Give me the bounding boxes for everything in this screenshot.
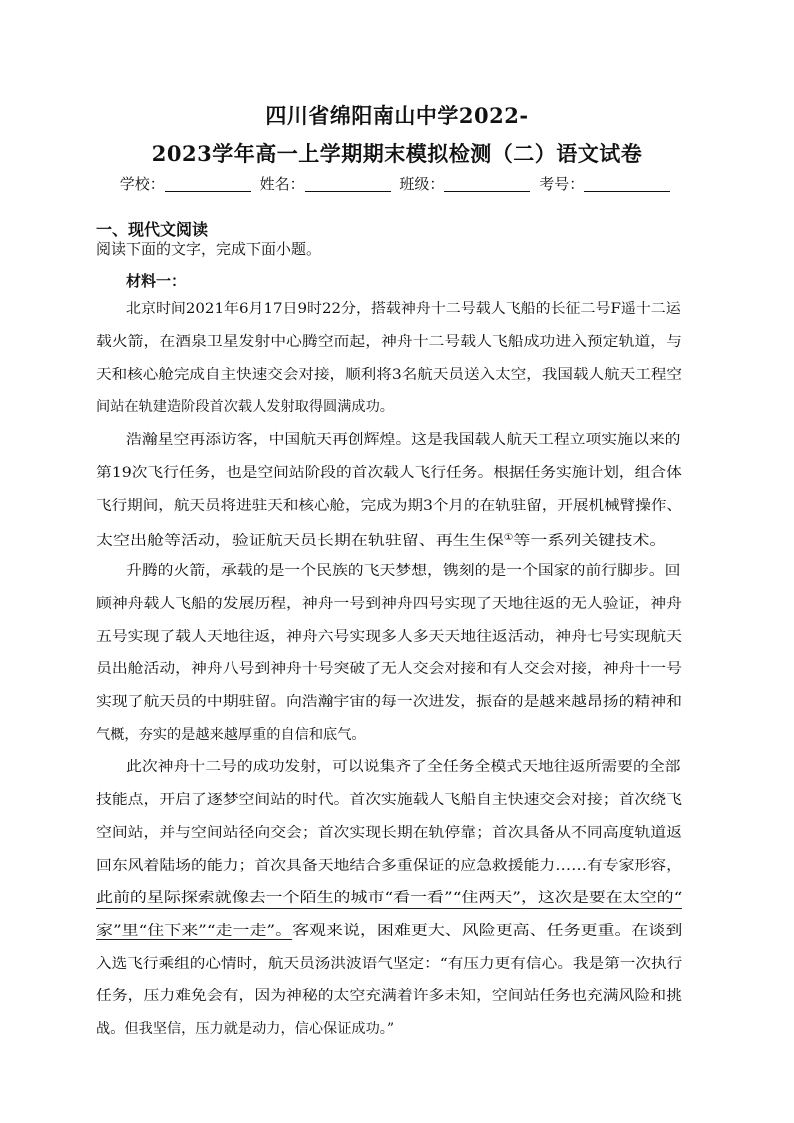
- exam-title-line-1: 四川省绵阳南山中学2022-: [265, 103, 529, 128]
- text-fragment: 太空出舱等活动，验证航天员长期在轨驻留、再生生保: [96, 533, 504, 549]
- school-label: 学校：: [119, 175, 165, 193]
- exam-title-line-2: 2023学年高一上学期期末模拟检测（二）语文试卷: [151, 141, 643, 166]
- text-line: 员出舱活动，神舟八号到神舟十号突破了无人交会对接和有人交会对接，神舟十一号: [96, 661, 682, 677]
- text-line: 气概，夯实的是越来越厚重的自信和底气。: [96, 727, 366, 743]
- name-label: 姓名：: [259, 175, 305, 193]
- text-line: 技能点，开启了逐梦空间站的时代。首次实施载人飞船自主快速交会对接；首次绕飞: [96, 792, 682, 808]
- text-line: 载火箭，在酒泉卫星发射中心腾空而起，神舟十二号载人飞船成功进入预定轨道，与: [96, 334, 682, 350]
- class-label: 班级：: [399, 175, 445, 193]
- text-line: 此次神舟十二号的成功发射，可以说集齐了全任务全模式天地往返所需要的全部: [126, 759, 681, 775]
- text-line: 顾神舟载人飞船的发展历程，神舟一号到神舟四号实现了天地往返的无人验证，神舟: [96, 596, 682, 612]
- school-blank[interactable]: [165, 176, 251, 192]
- text-line: 间站在轨建造阶段首次载人发射取得圆满成功。: [96, 399, 394, 415]
- text-line: 战。但我坚信，压力就是动力，信心保证成功。”: [96, 1021, 395, 1037]
- footnote-marker[interactable]: ①: [503, 533, 514, 543]
- class-blank[interactable]: [444, 176, 530, 192]
- material-label: 材料一：: [126, 272, 187, 290]
- text-line: 北京时间2021年6月17日9时22分，搭载神舟十二号载人飞船的长征二号F遥十二运: [126, 301, 681, 317]
- text-line: [96, 528, 666, 548]
- section-heading: 一、现代文阅读: [96, 220, 209, 239]
- text-fragment: 等一系列关键技术。: [513, 533, 667, 549]
- exam-number-blank[interactable]: [584, 176, 670, 192]
- text-line: 空间站，并与空间站径向交会；首次实现长期在轨停靠；首次具备从不同高度轨道返: [96, 825, 682, 841]
- text-line: [96, 921, 682, 941]
- underlined-text-line: 此前的星际探索就像去一个陌生的城市“看一看”“住两天”，这次是要在太空的“: [96, 888, 682, 909]
- underlined-text: 家”里“住下来”“走一走”。: [96, 923, 293, 939]
- name-blank[interactable]: [305, 176, 391, 192]
- exam-number-label: 考号：: [539, 175, 585, 193]
- text-line: 五号实现了载人天地往返，神舟六号实现多人多天天地往返活动，神舟七号实现航天: [96, 629, 682, 645]
- text-line: 天和核心舱完成自主快速交会对接，顺利将3名航天员送入太空，我国载人航天工程空: [96, 367, 682, 383]
- text-fragment: 客观来说，困难更大、风险更高、任务更重。在谈到: [292, 923, 683, 939]
- text-line: 升腾的火箭，承载的是一个民族的飞天梦想，镌刻的是一个国家的前行脚步。回: [126, 563, 681, 579]
- reading-instruction: 阅读下面的文字，完成下面小题。: [96, 240, 322, 258]
- text-line: 任务，压力难免会有，因为神秘的太空充满着许多未知，空间站任务也充满风险和挑: [96, 988, 682, 1004]
- text-line: 浩瀚星空再添访客，中国航天再创辉煌。这是我国载人航天工程立项实施以来的: [126, 432, 681, 448]
- text-line: 飞行期间，航天员将进驻天和核心舱，完成为期3个月的在轨驻留，开展机械臂操作、: [96, 498, 682, 514]
- text-line: 第19次飞行任务，也是空间站阶段的首次载人飞行任务。根据任务实施计划，组合体: [96, 465, 682, 481]
- student-info-row: [0, 173, 794, 194]
- text-line: 实现了航天员的中期驻留。向浩瀚宇宙的每一次进发，振奋的是越来越昂扬的精神和: [96, 694, 682, 710]
- text-line: 回东风着陆场的能力；首次具备天地结合多重保证的应急救援能力……有专家形容，: [96, 858, 682, 874]
- text-line: 入选飞行乘组的心情时，航天员汤洪波语气坚定：“有压力更有信心。我是第一次执行: [96, 956, 683, 972]
